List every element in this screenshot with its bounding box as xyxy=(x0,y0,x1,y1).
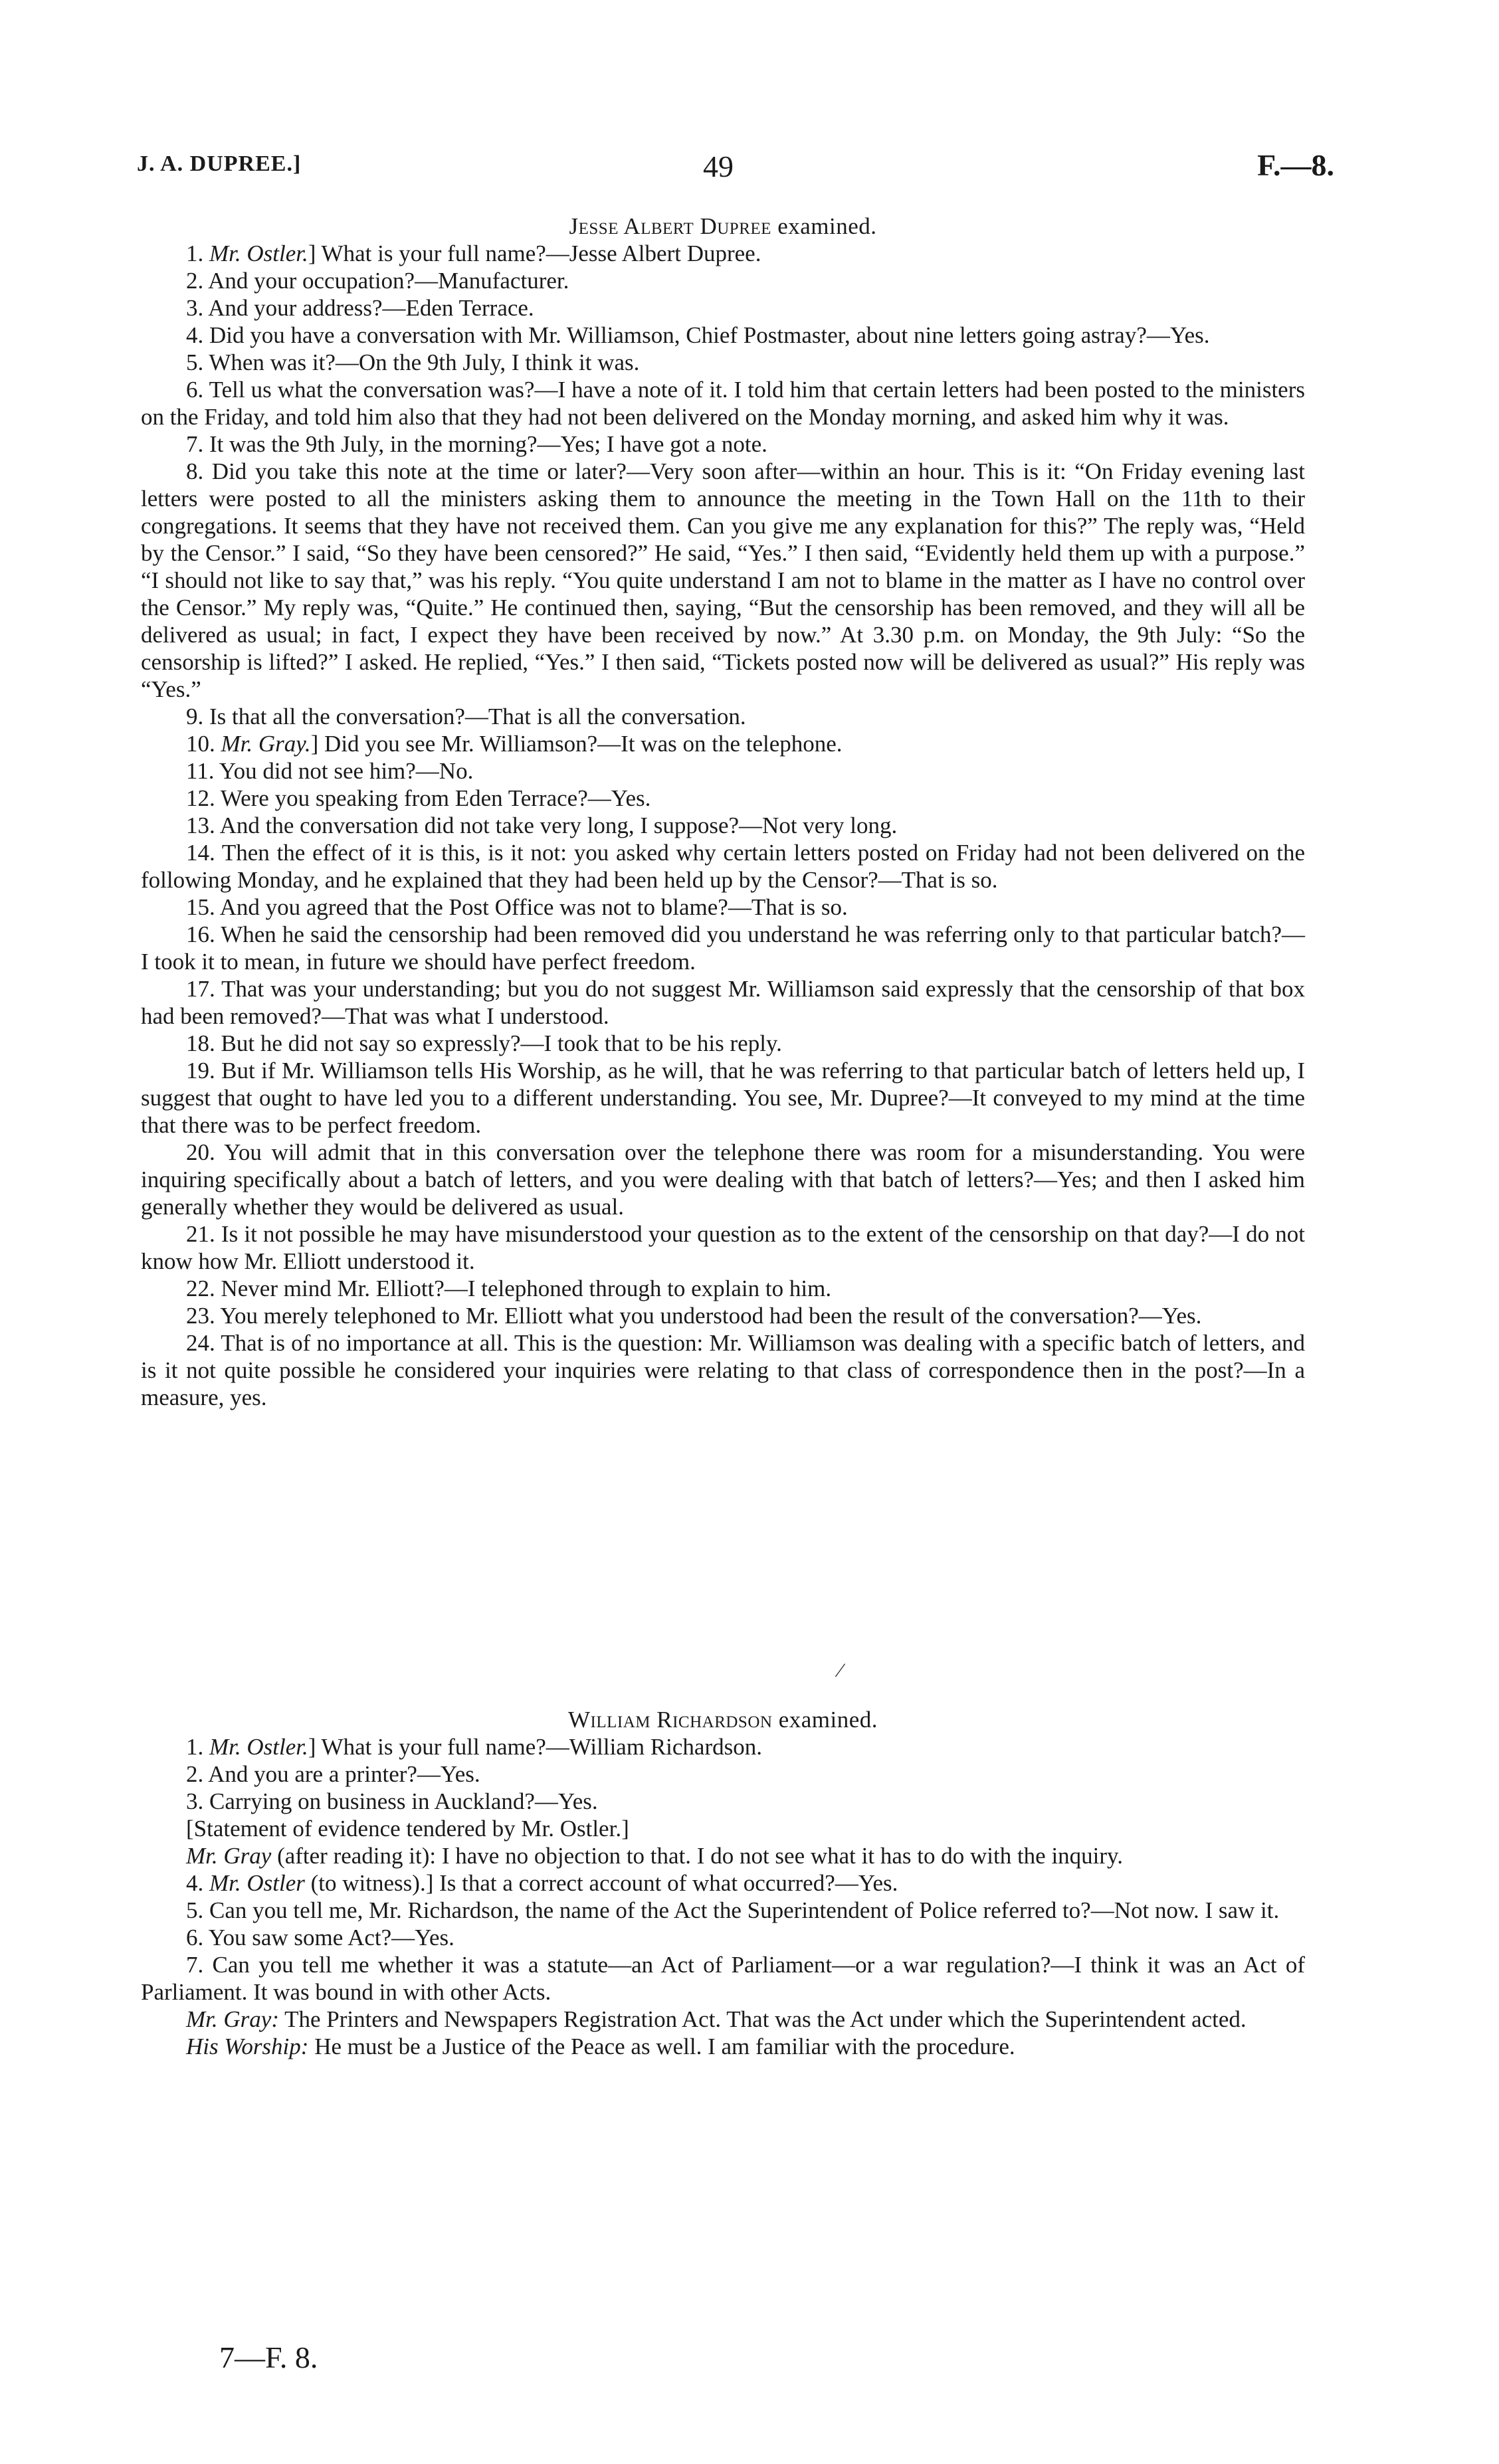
testimony-paragraph xyxy=(141,1951,1305,2006)
paragraph-text: 8. Did you take this note at the time or later?—Very soon after—within an hour. This is it: “On Friday evening last letters were posted to all the ministers asking them to announce the meeting in the Town Hall on the 11th to their congregations. It seems that they have not received them. Can you give me any explanation for this?” The reply was, “Held by the Censor.” I said, “So they have been censored?” He said, “Yes.” I then said, “Evidently held them up with a purpose.” “I should not like to say that,” was his reply. “You quite understand I am not to blame in the matter as I have no control over the Censor.” My reply was, “Quite.” He continued then, saying, “But the censorship has been removed, and they will all be delivered as usual; in fact, I expect they have been received by now.” At 3.30 p.m. on Monday, the 9th July: “So the censorship is lifted?” I asked. He replied, “Yes.” I then said, “Tickets posted now will be delivered as usual?” His reply was “Yes.” xyxy=(141,458,1305,702)
testimony-paragraph xyxy=(141,894,1305,921)
testimony-paragraph xyxy=(141,240,1305,267)
running-header-left: J. A. DUPREE.] xyxy=(137,151,302,176)
testimony-paragraph xyxy=(141,757,1305,785)
testimony-paragraph xyxy=(141,376,1305,430)
paragraph-text: 3. Carrying on business in Auckland?—Yes. xyxy=(186,1788,598,1814)
signature-mark: 7—F. 8. xyxy=(219,2340,318,2374)
section-dupree xyxy=(141,213,1305,1411)
paragraph-text: 5. Can you tell me, Mr. Richardson, the name of the Act the Superintendent of Police referred to?—Not now. I saw it. xyxy=(186,1897,1280,1923)
testimony-paragraph xyxy=(141,1924,1305,1951)
testimony-paragraph xyxy=(141,1760,1305,1788)
paragraph-text: 4. xyxy=(186,1870,209,1896)
paragraph-text: 2. And your occupation?—Manufacturer. xyxy=(186,268,569,294)
testimony-paragraph xyxy=(141,430,1305,458)
paragraph-text: [Statement of evidence tendered by Mr. Ostler.] xyxy=(186,1816,629,1842)
paragraph-text: 2. And you are a printer?—Yes. xyxy=(186,1761,480,1787)
paragraph-text: 24. That is of no importance at all. This is the question: Mr. Williamson was dealing with a specific batch of letters, and is it not quite possible he considered your inquiries were relating to that class of correspondence then in the post?—In a measure, yes. xyxy=(141,1330,1305,1410)
testimony-paragraph xyxy=(141,1329,1305,1411)
paragraph-text: 5. When was it?—On the 9th July, I think it was. xyxy=(186,349,640,375)
testimony-paragraph xyxy=(141,267,1305,294)
paragraph-text: ] Did you see Mr. Williamson?—It was on the telephone. xyxy=(310,731,843,757)
testimony-paragraph xyxy=(141,322,1305,349)
paragraph-list xyxy=(141,1733,1305,2060)
paragraph-text: 15. And you agreed that the Post Office was not to blame?—That is so. xyxy=(186,894,848,920)
paragraph-text: 22. Never mind Mr. Elliott?—I telephoned through to explain to him. xyxy=(186,1276,832,1301)
mark-tick: ⁄ xyxy=(839,1659,843,1681)
testimony-paragraph xyxy=(141,2006,1305,2033)
speaker-name: His Worship: xyxy=(186,2034,309,2059)
testimony-paragraph xyxy=(141,349,1305,376)
speaker-name: Mr. Ostler xyxy=(209,1870,305,1896)
testimony-paragraph xyxy=(141,1030,1305,1057)
testimony-paragraph xyxy=(141,730,1305,757)
paragraph-text: 14. Then the effect of it is this, is it not: you asked why certain letters posted on Friday had not been delivered on the following Monday, and he explained that they had been held up by the Censor?—That is so. xyxy=(141,840,1305,893)
testimony-paragraph xyxy=(141,839,1305,894)
paragraph-list xyxy=(141,240,1305,1411)
paragraph-text: ] What is your full name?—William Richardson. xyxy=(308,1734,762,1760)
testimony-paragraph xyxy=(141,1869,1305,1897)
title-suffix: examined. xyxy=(771,213,877,239)
testimony-paragraph xyxy=(141,2033,1305,2060)
testimony-paragraph xyxy=(141,785,1305,812)
speaker-name: Mr. Ostler. xyxy=(209,240,308,266)
paragraph-text: 7. Can you tell me whether it was a statute—an Act of Parliament—or a war regulation?—I think it was an Act of Parliament. It was bound in with other Acts. xyxy=(141,1952,1305,2005)
testimony-paragraph xyxy=(141,1139,1305,1220)
paragraph-text: 20. You will admit that in this conversation over the telephone there was room for a misunderstanding. You were inquiring specifically about a batch of letters, and you were dealing with that batch of letters?—Yes; and then I asked him generally whether they would be delivered as usual. xyxy=(141,1139,1305,1220)
testimony-paragraph xyxy=(141,458,1305,703)
paragraph-text: (to witness).] Is that a correct account of what occurred?—Yes. xyxy=(304,1870,898,1896)
paragraph-text: 7. It was the 9th July, in the morning?—Yes; I have got a note. xyxy=(186,431,767,457)
testimony-paragraph xyxy=(141,1733,1305,1760)
speaker-name: Mr. Gray xyxy=(186,1843,272,1869)
section-richardson xyxy=(141,1706,1305,2060)
section-title xyxy=(141,1706,1305,1733)
paragraph-text: 1. xyxy=(186,1734,209,1760)
testimony-paragraph xyxy=(141,703,1305,730)
testimony-paragraph xyxy=(141,294,1305,322)
witness-name: William Richardson xyxy=(567,1707,773,1733)
speaker-name: Mr. Gray. xyxy=(221,731,311,757)
testimony-paragraph xyxy=(141,1842,1305,1869)
testimony-paragraph xyxy=(141,1220,1305,1275)
paragraph-text: ] What is your full name?—Jesse Albert Dupree. xyxy=(308,240,761,266)
paragraph-text: 21. Is it not possible he may have misunderstood your question as to the extent of the censorship on that day?—I do not know how Mr. Elliott understood it. xyxy=(141,1221,1305,1274)
paragraph-text: 6. You saw some Act?—Yes. xyxy=(186,1925,454,1950)
paragraph-text: 3. And your address?—Eden Terrace. xyxy=(186,295,534,321)
paragraph-text: 18. But he did not say so expressly?—I took that to be his reply. xyxy=(186,1030,782,1056)
testimony-paragraph xyxy=(141,1302,1305,1329)
testimony-paragraph xyxy=(141,1057,1305,1139)
testimony-paragraph xyxy=(141,975,1305,1030)
paragraph-text: 17. That was your understanding; but you do not suggest Mr. Williamson said expressly that the censorship of that box had been removed?—That was what I understood. xyxy=(141,976,1305,1029)
testimony-paragraph xyxy=(141,1815,1305,1842)
paragraph-text: The Printers and Newspapers Registration Act. That was the Act under which the Superintendent acted. xyxy=(278,2006,1247,2032)
paragraph-text: 13. And the conversation did not take very long, I suppose?—Not very long. xyxy=(186,812,898,838)
paragraph-text: (after reading it): I have no objection to that. I do not see what it has to do with the inquiry. xyxy=(271,1843,1124,1869)
paragraph-text: 1. xyxy=(186,240,209,266)
paragraph-text: 23. You merely telephoned to Mr. Elliott what you understood had been the result of the conversation?—Yes. xyxy=(186,1303,1202,1329)
title-suffix: examined. xyxy=(772,1707,878,1733)
running-header-right: F.—8. xyxy=(1257,148,1334,182)
speaker-name: Mr. Ostler. xyxy=(209,1734,308,1760)
witness-name: Jesse Albert Dupree xyxy=(569,213,771,239)
page-number: 49 xyxy=(703,149,734,183)
paragraph-text: 16. When he said the censorship had been removed did you understand he was referring only to that particular batch?—I took it to mean, in future we should have perfect freedom. xyxy=(141,921,1305,975)
paragraph-text: 11. You did not see him?—No. xyxy=(186,758,474,784)
paragraph-text: 19. But if Mr. Williamson tells His Worship, as he will, that he was referring to that particular batch of letters held up, I suggest that ought to have led you to a different understanding. You see, Mr. Dupree?—It conveyed to my mind at the time that there was to be perfect freedom. xyxy=(141,1058,1305,1138)
testimony-paragraph xyxy=(141,1275,1305,1302)
paragraph-text: 4. Did you have a conversation with Mr. Williamson, Chief Postmaster, about nine letters going astray?—Yes. xyxy=(186,322,1210,348)
paragraph-text: 9. Is that all the conversation?—That is all the conversation. xyxy=(186,704,746,729)
testimony-paragraph xyxy=(141,921,1305,975)
testimony-paragraph xyxy=(141,812,1305,839)
paragraph-text: 6. Tell us what the conversation was?—I have a note of it. I told him that certain letters had been posted to the ministers on the Friday, and told him also that they had not been delivered on the Monday morning, and asked him why it was. xyxy=(141,377,1305,430)
testimony-paragraph xyxy=(141,1788,1305,1815)
paragraph-text: 10. xyxy=(186,731,221,757)
speaker-name: Mr. Gray: xyxy=(186,2006,279,2032)
paragraph-text: 12. Were you speaking from Eden Terrace?—Yes. xyxy=(186,785,651,811)
testimony-paragraph xyxy=(141,1897,1305,1924)
section-title xyxy=(141,213,1305,240)
paragraph-text: He must be a Justice of the Peace as well. I am familiar with the procedure. xyxy=(308,2034,1015,2059)
